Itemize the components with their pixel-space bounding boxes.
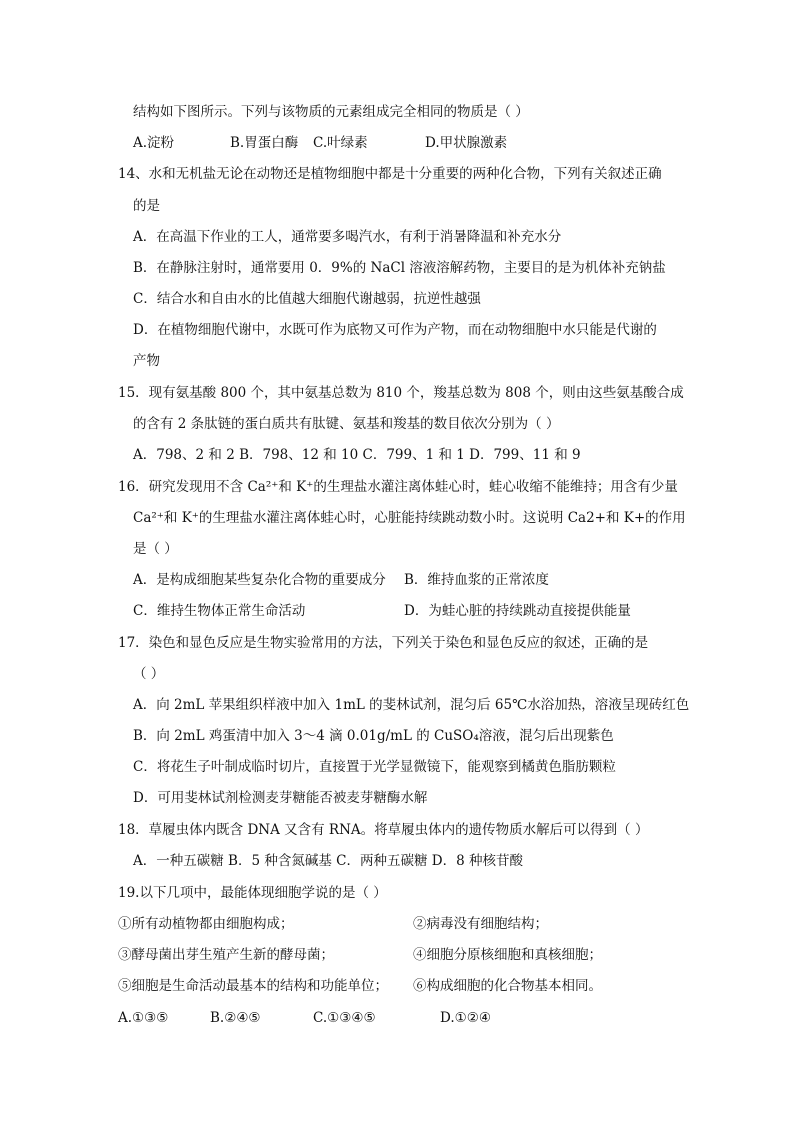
q14-stem-line1: 14、水和无机盐无论在动物还是植物细胞中都是十分重要的两种化合物，下列有关叙述正确 <box>118 166 662 182</box>
q17-option-d: D．可用斐林试剂检测麦芽糖能否被麦芽糖酶水解 <box>133 790 428 806</box>
q19-item-1: ①所有动植物都由细胞构成； <box>118 916 294 932</box>
q13-option-b: B.胃蛋白酶 <box>230 135 299 151</box>
q17-stem-line2: （ ） <box>133 666 165 682</box>
q16-option-b: B．维持血浆的正常浓度 <box>404 572 549 588</box>
q16-stem-line2: Ca²⁺和 K⁺的生理盐水灌注离体蛙心时，心脏能持续跳动数小时。这说明 Ca2+和 K+的作用 <box>133 510 686 526</box>
q19-item-4: ④细胞分原核细胞和真核细胞； <box>413 947 602 963</box>
q17-option-b: B．向 2mL 鸡蛋清中加入 3～4 滴 0.01g/mL 的 CuSO₄溶液，混匀后出现紫色 <box>133 728 614 744</box>
q17-stem-line1: 17．染色和显色反应是生物实验常用的方法，下列关于染色和显色反应的叙述，正确的是 <box>118 635 649 651</box>
q19-option-b: B.②④⑤ <box>210 1010 261 1026</box>
q19-option-c: C.①③④⑤ <box>313 1010 376 1026</box>
q19-option-a: A.①③⑤ <box>118 1010 169 1026</box>
q14-option-a: A．在高温下作业的工人，通常要多喝汽水，有利于消暑降温和补充水分 <box>133 229 562 245</box>
q14-option-d-line2: 产物 <box>133 353 160 369</box>
q14-option-c: C．结合水和自由水的比值越大细胞代谢越弱，抗逆性越强 <box>133 291 481 307</box>
q18-stem: 18．草履虫体内既含 DNA 又含有 RNA。将草履虫体内的遗传物质水解后可以得到（ ） <box>118 822 649 838</box>
q15-stem-line2: 的含有 2 条肽链的蛋白质共有肽键、氨基和羧基的数目依次分别为（ ） <box>133 416 560 432</box>
q16-stem-line3: 是（ ） <box>133 541 178 557</box>
q17-option-c: C．将花生子叶制成临时切片，直接置于光学显微镜下，能观察到橘黄色脂肪颗粒 <box>133 759 616 775</box>
q19-item-2: ②病毒没有细胞结构； <box>413 916 548 932</box>
q15-options: A．798、2 和 2 B．798、12 和 10 C．799、1 和 1 D．799、11 和 9 <box>133 447 581 463</box>
q16-option-a: A．是构成细胞某些复杂化合物的重要成分 <box>133 572 386 588</box>
q13-option-a: A.淀粉 <box>133 135 175 151</box>
q13-option-d: D.甲状腺激素 <box>425 135 508 151</box>
q14-option-d-line1: D．在植物细胞代谢中，水既可作为底物又可作为产物，而在动物细胞中水只能是代谢的 <box>133 322 657 338</box>
q19-option-d: D.①②④ <box>440 1010 491 1026</box>
q16-stem-line1: 16．研究发现用不含 Ca²⁺和 K⁺的生理盐水灌注离体蛙心时，蛙心收缩不能维持；用含有少量 <box>118 479 678 495</box>
q16-option-d: D．为蛙心脏的持续跳动直接提供能量 <box>404 603 631 619</box>
q14-stem-line2: 的是 <box>133 198 160 214</box>
q13-stem-tail: 结构如下图所示。下列与该物质的元素组成完全相同的物质是（ ） <box>133 104 529 120</box>
q14-option-b: B．在静脉注射时，通常要用 0．9%的 NaCl 溶液溶解药物，主要目的是为机体补充钠盐 <box>133 260 666 276</box>
q19-item-5: ⑤细胞是生命活动最基本的结构和功能单位； <box>118 978 388 994</box>
q18-options: A．一种五碳糖 B．5 种含氮碱基 C．两种五碳糖 D．8 种核苷酸 <box>133 853 523 869</box>
q17-option-a: A．向 2mL 苹果组织样液中加入 1mL 的斐林试剂，混匀后 65℃水浴加热，溶液呈现砖红色 <box>133 697 690 713</box>
q13-option-c: C.叶绿素 <box>313 135 368 151</box>
q15-stem-line1: 15．现有氨基酸 800 个，其中氨基总数为 810 个，羧基总数为 808 个，则由这些氨基酸合成 <box>118 385 684 401</box>
q19-item-6: ⑥构成细胞的化合物基本相同。 <box>413 978 602 994</box>
q19-item-3: ③酵母菌出芽生殖产生新的酵母菌； <box>118 947 334 963</box>
q16-option-c: C．维持生物体正常生命活动 <box>133 603 306 619</box>
q19-stem: 19.以下几项中，最能体现细胞学说的是（ ） <box>118 885 387 901</box>
